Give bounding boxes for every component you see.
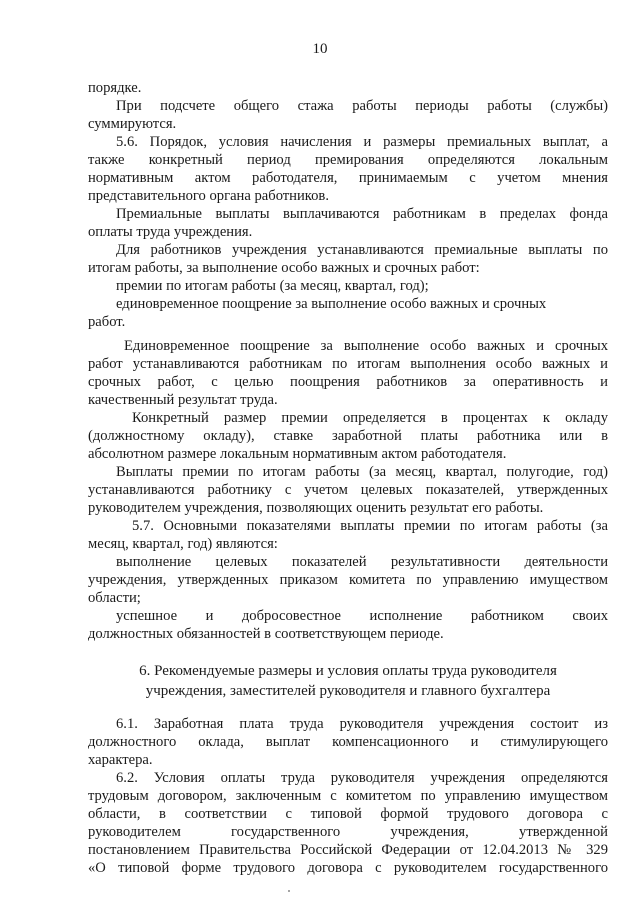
scan-speck <box>288 890 290 892</box>
text-line: Для работников учреждения устанавливаются премиальные выплаты по <box>116 242 608 258</box>
text-line: должностных обязанностей в соответствующем периоде. <box>88 626 444 642</box>
text-line: премии по итогам работы (за месяц, квартал, год); <box>116 278 429 294</box>
text-line: руководителем государственного учреждения, утвержденной <box>88 824 608 840</box>
page-number: 10 <box>312 41 328 57</box>
text-line: 5.7. Основными показателями выплаты премии по итогам работы (за <box>132 518 608 534</box>
text-line: области; <box>88 590 141 606</box>
text-line: выполнение целевых показателей результативности деятельности <box>116 554 608 570</box>
text-line: единовременное поощрение за выполнение особо важных и срочных <box>116 296 547 312</box>
text-line: учреждения, утвержденных приказом комитета по управлению имуществом <box>88 572 608 588</box>
text-line: (должностному окладу), ставке заработной платы работника или в <box>88 428 608 444</box>
text-line: Выплаты премии по итогам работы (за месяц, квартал, полугодие, год) <box>116 464 608 480</box>
text-line: оплаты труда учреждения. <box>88 224 253 240</box>
section-heading: 6. Рекомендуемые размеры и условия оплаты труда руководителя <box>139 663 557 679</box>
text-line: срочных работ, с целью поощрения работников за оперативность и <box>88 374 608 390</box>
text-line: качественный результат труда. <box>88 392 278 408</box>
text-line: также конкретный период премирования определяются локальным <box>88 152 608 168</box>
document-body <box>88 79 608 877</box>
text-line: 5.6. Порядок, условия начисления и размеры премиальных выплат, а <box>116 134 608 150</box>
text-line: работ. <box>88 314 126 330</box>
text-line: характера. <box>88 752 153 768</box>
text-line: работ устанавливаются работникам по итогам выполнения особо важных и <box>88 356 608 372</box>
text-line: Конкретный размер премии определяется в процентах к окладу <box>132 410 608 426</box>
text-line: успешное и добросовестное исполнение работником своих <box>116 608 608 624</box>
text-line: представительного органа работников. <box>88 188 329 204</box>
text-line: постановлением Правительства Российской Федерации от 12.04.2013 № 329 <box>88 842 608 858</box>
text-line: итогам работы, за выполнение особо важных и срочных работ: <box>88 260 480 276</box>
text-line: При подсчете общего стажа работы периоды работы (службы) <box>116 98 608 114</box>
text-line: Единовременное поощрение за выполнение особо важных и срочных <box>124 338 608 354</box>
text-line: области, в соответствии с типовой формой трудового договора с <box>88 806 608 822</box>
text-line: суммируются. <box>88 116 177 132</box>
text-line: 6.2. Условия оплаты труда руководителя учреждения определяются <box>116 770 608 786</box>
text-line: Премиальные выплаты выплачиваются работникам в пределах фонда <box>116 206 608 222</box>
text-line: 6.1. Заработная плата труда руководителя учреждения состоит из <box>116 716 608 732</box>
text-line: должностного оклада, выплат компенсационного и стимулирующего <box>88 734 608 750</box>
text-line: месяц, квартал, год) являются: <box>88 536 278 552</box>
text-line: устанавливаются работнику с учетом целевых показателей, утвержденных <box>88 482 608 498</box>
text-line: «О типовой форме трудового договора с руководителем государственного <box>88 860 608 876</box>
text-line: порядке. <box>88 80 142 96</box>
section-heading: учреждения, заместителей руководителя и главного бухгалтера <box>145 683 551 699</box>
text-line: руководителем учреждения, позволяющих оценить результат его работы. <box>88 500 544 516</box>
text-line: трудовым договором, заключенным с комитетом по управлению имуществом <box>88 788 608 804</box>
text-line: абсолютном размере локальным нормативным актом работодателя. <box>88 446 507 462</box>
text-line: нормативным актом работодателя, принимаемым с учетом мнения <box>88 170 608 186</box>
